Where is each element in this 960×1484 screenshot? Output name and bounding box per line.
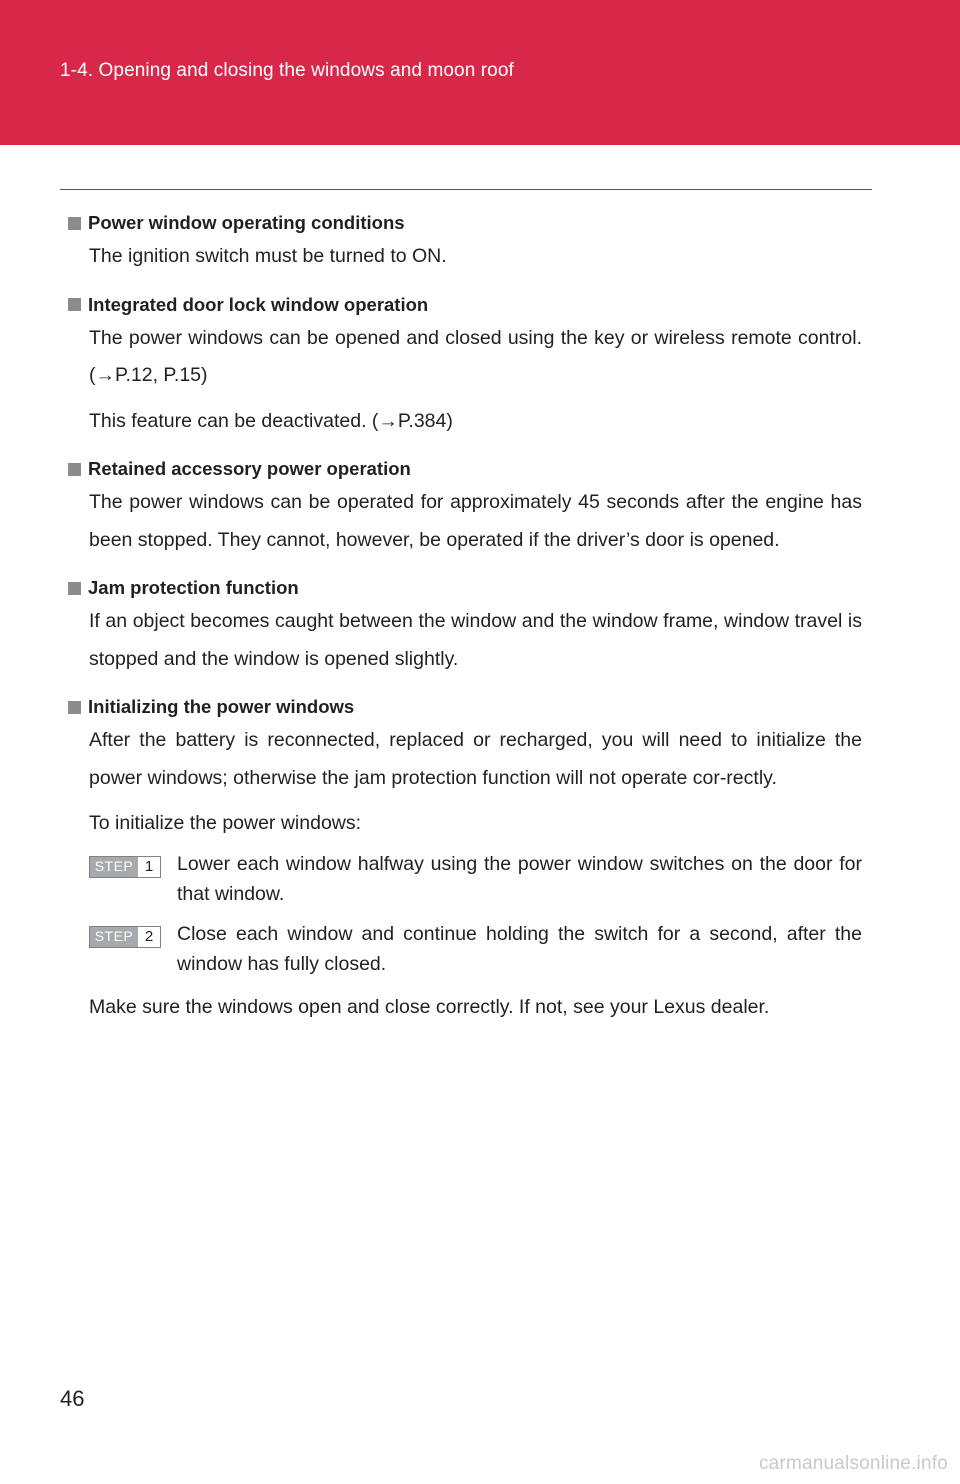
- section-operating-conditions: [68, 208, 862, 276]
- section-jam-protection: [68, 573, 862, 678]
- paragraph: After the battery is reconnected, replaced or recharged, you will need to initialize the power windows; otherwise the jam protection function will not operate cor-rectly.: [89, 729, 862, 789]
- section-heading: [68, 208, 862, 238]
- square-bullet-icon: [68, 298, 81, 311]
- step-text: Lower each window halfway using the power window switches on the door for that window.: [177, 852, 862, 905]
- heading-text: Initializing the power windows: [88, 696, 355, 717]
- section-heading: [68, 454, 862, 484]
- paragraph: The power windows can be operated for approximately 45 seconds after the engine has been stopped. They cannot, however, be operated if the driver’s door is opened.: [89, 491, 862, 551]
- section-retained-power: [68, 454, 862, 559]
- square-bullet-icon: [68, 217, 81, 230]
- step-text: Close each window and continue holding the switch for a second, after the window has fully closed.: [177, 922, 862, 975]
- heading-text: Power window operating conditions: [88, 212, 405, 233]
- paragraph: The power windows can be opened and closed using the key or wireless remote control. (→P.12, P.15): [89, 326, 862, 386]
- page-content: [68, 208, 862, 1040]
- paragraph: The ignition switch must be turned to ON.: [89, 245, 447, 267]
- section-heading: [68, 692, 862, 722]
- paragraph: If an object becomes caught between the window and the window frame, window travel is stopped and the window is opened slightly.: [89, 610, 862, 670]
- square-bullet-icon: [68, 582, 81, 595]
- paragraph: This feature can be deactivated. (→P.384): [89, 409, 453, 432]
- section-title: 1-4. Opening and closing the windows and moon roof: [60, 60, 514, 81]
- section-heading: [68, 573, 862, 603]
- paragraph: To initialize the power windows:: [89, 812, 362, 834]
- watermark: carmanualsonline.info: [758, 1453, 948, 1474]
- step-label: STEP: [90, 927, 138, 947]
- closing-paragraph: Make sure the windows open and close correctly. If not, see your Lexus dealer.: [89, 995, 770, 1018]
- step-badge: [89, 856, 161, 878]
- section-initializing: [68, 692, 862, 1026]
- heading-text: Jam protection function: [88, 577, 299, 598]
- heading-text: Retained accessory power operation: [88, 458, 411, 479]
- square-bullet-icon: [68, 463, 81, 476]
- section-heading: [68, 290, 862, 320]
- step-item: [89, 919, 862, 979]
- step-number: 2: [138, 927, 160, 947]
- page-number: 46: [60, 1386, 85, 1411]
- step-label: STEP: [90, 857, 138, 877]
- divider-rule: [60, 189, 872, 190]
- step-item: [89, 849, 862, 909]
- step-number: 1: [138, 857, 160, 877]
- step-badge: [89, 926, 161, 948]
- section-door-lock-operation: [68, 290, 862, 441]
- heading-text: Integrated door lock window operation: [88, 293, 429, 315]
- square-bullet-icon: [68, 701, 81, 714]
